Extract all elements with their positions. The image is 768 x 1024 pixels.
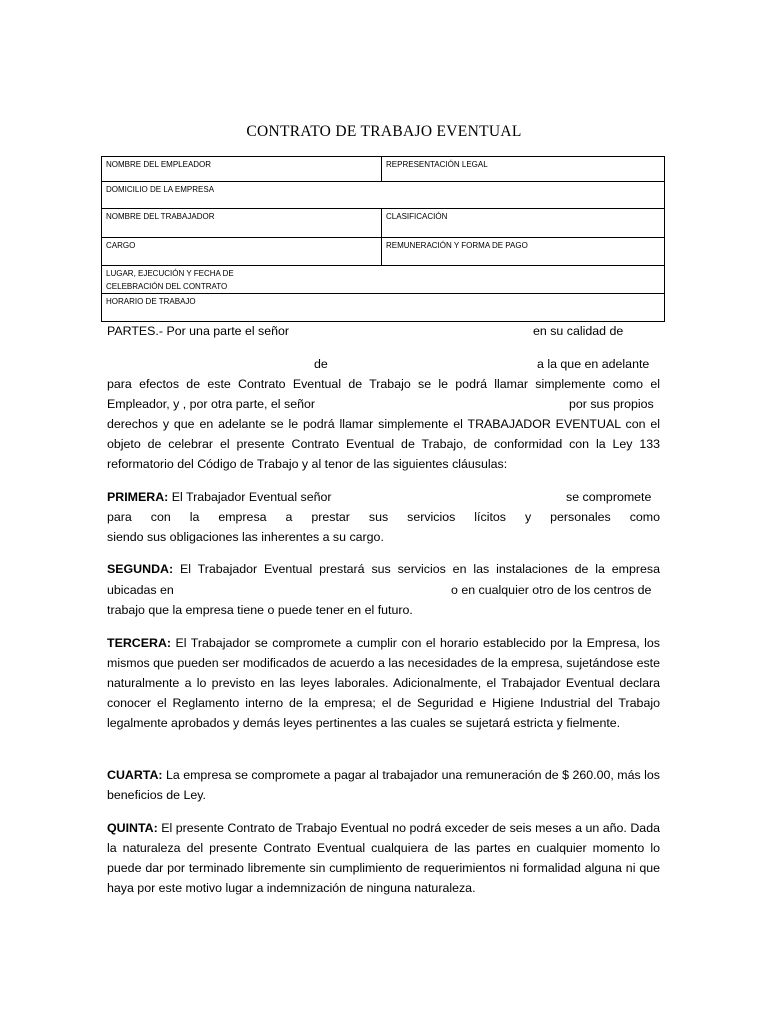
primera-line1-start <box>107 487 332 507</box>
quinta-label: QUINTA: <box>107 821 158 835</box>
contract-header-table <box>101 156 665 322</box>
place-date-line2: CELEBRACIÓN DEL CONTRATO <box>106 282 228 291</box>
partes-line2-end: a la que en adelante <box>537 357 650 371</box>
segunda-label: SEGUNDA: <box>107 562 174 576</box>
partes-line1-end: en su calidad de <box>533 324 624 338</box>
document-title: CONTRATO DE TRABAJO EVENTUAL <box>246 123 522 140</box>
primera-line2: para con la empresa a prestar sus servicios lícitos y personales como <box>107 510 660 524</box>
worker-name-cell: NOMBRE DEL TRABAJADOR <box>102 209 382 238</box>
primera-line3: siendo sus obligaciones las inherentes a su cargo. <box>107 530 384 544</box>
employer-name-cell: NOMBRE DEL EMPLEADOR <box>102 157 382 182</box>
primera-label: PRIMERA: <box>107 490 169 504</box>
legal-representation-cell: REPRESENTACIÓN LEGAL <box>382 157 665 182</box>
cuarta-paragraph <box>107 765 660 805</box>
tercera-text: El Trabajador se compromete a cumplir con el horario establecido por la Empresa, los mismos que pueden ser modificados de acuerdo a las necesidades de la empresa, sujetándose este naturalmente a lo previsto en las leyes laborales. Adicionalmente, el Trabajador Eventual declara conocer el Reglamento interno de la empresa; el de Seguridad e Higiene Industrial del Trabajo legalmente aprobados y demás leyes pertinentes a las cuales se sujetará estricta y fielmente. <box>107 636 660 730</box>
place-date-line1: LUGAR, EJECUCIÓN Y FECHA DE <box>106 269 234 278</box>
cuarta-text: La empresa se compromete a pagar al trabajador una remuneración de $ 260.00, más los beneficios de Ley. <box>107 768 660 802</box>
tercera-label: TERCERA: <box>107 636 172 650</box>
position-cell: CARGO <box>102 238 382 266</box>
segunda-line3: trabajo que la empresa tiene o puede tener en el futuro. <box>107 603 413 617</box>
partes-line3: para efectos de este Contrato Eventual de Trabajo se le podrá llamar simplemente como el <box>107 377 660 391</box>
tercera-paragraph <box>107 633 660 733</box>
segunda-line2-start: ubicadas en <box>107 583 174 597</box>
segunda-line1-text: El Trabajador Eventual prestará sus servicios en las instalaciones de la empresa <box>179 562 660 576</box>
cuarta-label: CUARTA: <box>107 768 163 782</box>
quinta-paragraph <box>107 818 660 898</box>
segunda-line1 <box>107 559 660 579</box>
partes-line4-end: por sus propios <box>569 397 654 411</box>
partes-line2-de: de <box>314 357 328 371</box>
partes-line1-start: PARTES.- Por una parte el señor <box>107 324 290 338</box>
quinta-text: El presente Contrato de Trabajo Eventual no podrá exceder de seis meses a un año. Dada la naturaleza del presente Contrato Eventual cualquiera de las partes en cualquier momento lo puede dar por terminado libremente sin cumplimiento de requerimientos ni formalidad alguna ni que haya por este motivo lugar a indemnización de ninguna naturaleza. <box>107 821 660 895</box>
remuneration-cell: REMUNERACIÓN Y FORMA DE PAGO <box>382 238 665 266</box>
primera-line1-text: El Trabajador Eventual señor <box>171 490 332 504</box>
primera-line1-end: se compromete <box>566 490 652 504</box>
classification-cell: CLASIFICACIÓN <box>382 209 665 238</box>
partes-line4-start: Empleador, y , por otra parte, el señor <box>107 397 315 411</box>
segunda-line2-end: o en cualquier otro de los centros de <box>451 583 652 597</box>
place-date-cell <box>102 266 665 294</box>
partes-paragraph-rest: derechos y que en adelante se le podrá llamar simplemente el TRABAJADOR EVENTUAL con el objeto de celebrar el presente Contrato Eventual de Trabajo, de conformidad con la Ley 133 reformatorio del Código de Trabajo y al tenor de las siguientes cláusulas: <box>107 417 660 471</box>
company-address-cell: DOMICILIO DE LA EMPRESA <box>102 182 665 209</box>
work-schedule-cell: HORARIO DE TRABAJO <box>102 294 665 322</box>
